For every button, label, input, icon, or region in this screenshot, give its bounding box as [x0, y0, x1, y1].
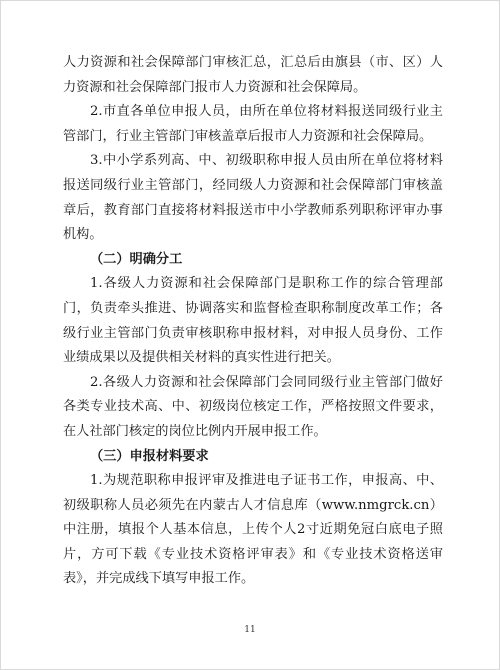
page-number: 11 [244, 625, 256, 635]
paragraph-division-1: 1.各级人力资源和社会保障部门是职称工作的综合管理部门，负责牵头推进、协调落实和监督检查职称制度改革工作；各级行业主管部门负责审核职称申报材料，对申报人员身份、工作业绩成果以及提供相关材料的真实性进行把关。 [63, 276, 443, 366]
section-heading-materials: （三）申报材料要求 [90, 448, 209, 464]
paragraph-item-3: 3.中小学系列高、中、初级职称申报人员由所在单位将材料报送同级行业主管部门，经同级人力资源和社会保障部门审核盖章后，教育部门直接将材料报送市中小学教师系列职称评审办事机构。 [63, 153, 443, 243]
paragraph-continuation: 人力资源和社会保障部门审核汇总，汇总后由旗县（市、区）人力资源和社会保障部门报市人力资源和社会保障局。 [63, 55, 443, 95]
section-heading-division: （二）明确分工 [90, 251, 183, 267]
page-body [63, 51, 443, 592]
paragraph-materials-1: 1.为规范职称申报评审及推进电子证书工作，申报高、中、初级职称人员必须先在内蒙古人才信息库（www.nmgrck.cn）中注册，填报个人基本信息，上传个人2寸近期免冠白底电子照片，方可下载《专业技术资格评审表》和《专业技术资格送审表》，并完成线下填写申报工作。 [63, 473, 443, 587]
paragraph-item-2: 2.市直各单位申报人员，由所在单位将材料报送同级行业主管部门，行业主管部门审核盖章后报市人力资源和社会保障局。 [63, 104, 443, 144]
paragraph-division-2: 2.各级人力资源和社会保障部门会同同级行业主管部门做好各类专业技术高、中、初级岗位核定工作，严格按照文件要求，在人社部门核定的岗位比例内开展申报工作。 [63, 374, 443, 439]
